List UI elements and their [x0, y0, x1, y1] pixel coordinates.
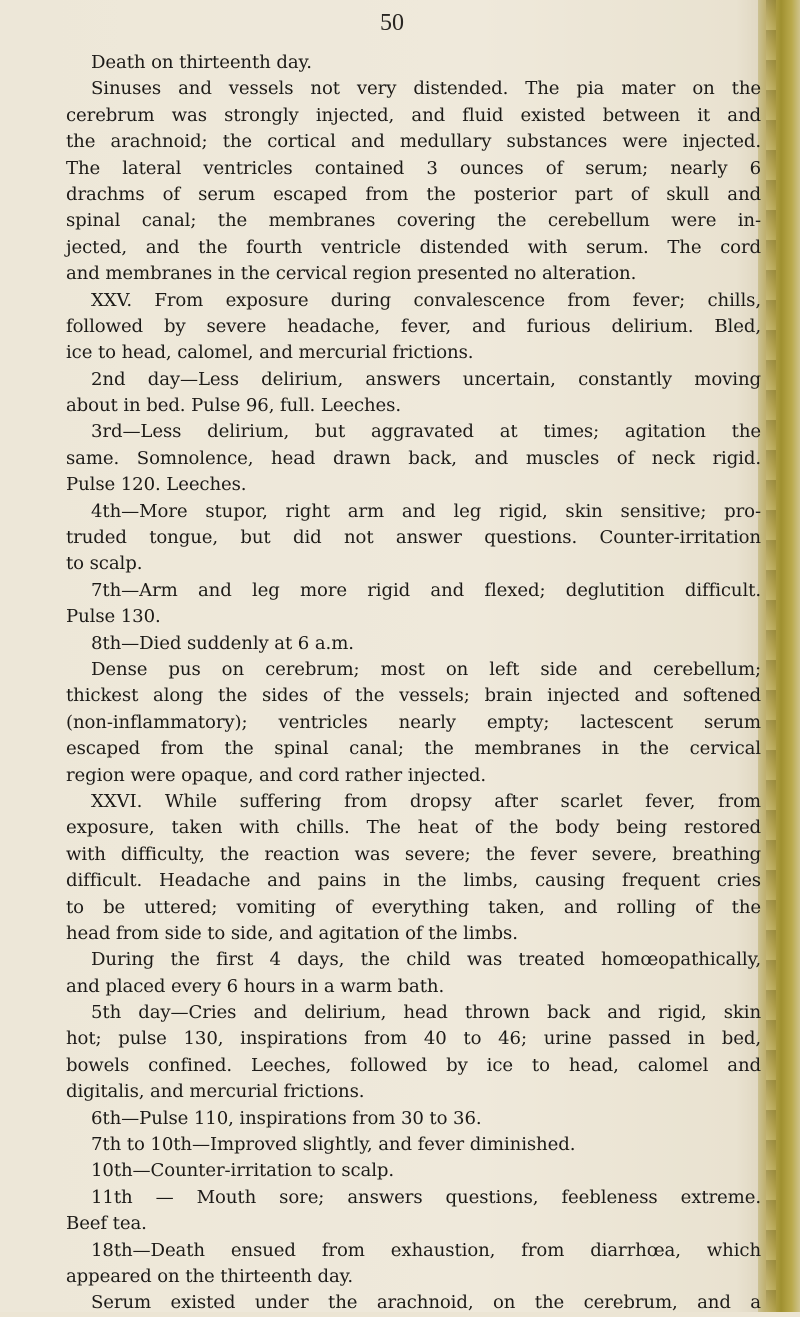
text-line: to be uttered; vomiting of everything taken, and rolling of the [66, 896, 761, 918]
text-line: XXVI. While suffering from dropsy after scarlet fever, from [91, 790, 761, 812]
text-line: 11th — Mouth sore; answers questions, feebleness extreme. [91, 1186, 761, 1208]
text-line: Pulse 130. [66, 606, 161, 628]
text-line: region were opaque, and cord rather injected. [66, 764, 486, 786]
book-spine-edge [758, 0, 800, 1312]
text-line: difficult. Headache and pains in the limbs, causing frequent cries [66, 870, 761, 892]
text-line: spinal canal; the membranes covering the cerebellum were in- [66, 210, 761, 232]
text-line: Pulse 120. Leeches. [66, 474, 247, 496]
text-line: digitalis, and mercurial frictions. [66, 1081, 365, 1103]
text-line: 7th—Arm and leg more rigid and flexed; deglutition difficult. [91, 579, 761, 601]
text-line: ice to head, calomel, and mercurial frictions. [66, 342, 474, 364]
text-line: bowels confined. Leeches, followed by ice to head, calomel and [66, 1054, 761, 1076]
text-line: 18th—Death ensued from exhaustion, from diarrhœa, which [91, 1239, 761, 1261]
text-line: and placed every 6 hours in a warm bath. [66, 975, 445, 997]
text-line: about in bed. Pulse 96, full. Leeches. [66, 395, 401, 417]
text-line: same. Somnolence, head drawn back, and muscles of neck rigid. [66, 447, 761, 469]
text-line: to scalp. [66, 553, 143, 575]
text-line: cerebrum was strongly injected, and fluid existed between it and [66, 104, 761, 126]
text-line: XXV. From exposure during convalescence from fever; chills, [91, 289, 761, 311]
text-line: 2nd day—Less delirium, answers uncertain, constantly moving [91, 368, 761, 390]
text-line: truded tongue, but did not answer questions. Counter-irritation [66, 527, 761, 549]
text-line: 3rd—Less delirium, but aggravated at times; agitation the [91, 421, 761, 443]
text-line: with difficulty, the reaction was severe; the fever severe, breathing [66, 843, 761, 865]
text-line: exposure, taken with chills. The heat of the body being restored [66, 817, 761, 839]
text-line: and membranes in the cervical region presented no alteration. [66, 263, 637, 285]
text-line: 6th—Pulse 110, inspirations from 30 to 36. [91, 1107, 482, 1129]
text-line: The lateral ventricles contained 3 ounces of serum; nearly 6 [66, 157, 761, 179]
text-line: Beef tea. [66, 1213, 147, 1235]
page-number: 50 [380, 10, 404, 36]
text-line: (non-inflammatory); ventricles nearly empty; lactescent serum [66, 711, 761, 733]
text-line: escaped from the spinal canal; the membranes in the cervical [66, 738, 761, 760]
body-text [66, 50, 761, 1317]
text-line: Sinuses and vessels not very distended. The pia mater on the [91, 78, 761, 100]
text-line: head from side to side, and agitation of the limbs. [66, 922, 518, 944]
text-line: Serum existed under the arachnoid, on the cerebrum, and a [91, 1292, 761, 1314]
text-line: drachms of serum escaped from the posterior part of skull and [66, 183, 761, 205]
text-line: 7th to 10th—Improved slightly, and fever diminished. [91, 1134, 576, 1156]
text-line: During the first 4 days, the child was treated homœopathically, [91, 949, 761, 971]
text-line: 10th—Counter-irritation to scalp. [91, 1160, 395, 1182]
text-line: hot; pulse 130, inspirations from 40 to 46; urine passed in bed, [66, 1028, 761, 1050]
text-line: 5th day—Cries and delirium, head thrown back and rigid, skin [91, 1002, 761, 1024]
text-line: jected, and the fourth ventricle distended with serum. The cord [66, 236, 761, 258]
text-line: 4th—More stupor, right arm and leg rigid, skin sensitive; pro- [91, 500, 761, 522]
text-line: the arachnoid; the cortical and medullary substances were injected. [66, 131, 761, 153]
text-line: Death on thirteenth day. [91, 52, 312, 73]
text-line: thickest along the sides of the vessels; brain injected and softened [66, 685, 761, 707]
text-line: Dense pus on cerebrum; most on left side and cerebellum; [91, 658, 761, 680]
text-line: followed by severe headache, fever, and furious delirium. Bled, [66, 315, 761, 337]
text-line: 8th—Died suddenly at 6 a.m. [91, 632, 354, 654]
text-line: appeared on the thirteenth day. [66, 1265, 354, 1287]
